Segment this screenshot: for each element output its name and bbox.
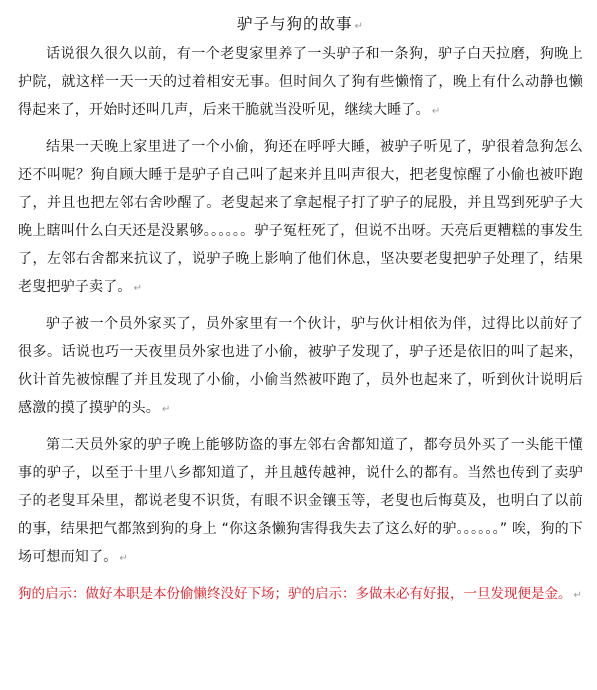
paragraph-2 (18, 133, 583, 303)
paragraph-mark-icon: ↵ (119, 553, 128, 564)
paragraph-1 (18, 40, 583, 126)
paragraph-4 (18, 431, 583, 573)
paragraph-text: 话说很久很久以前，有一个老叟家里养了一头驴子和一条狗，驴子白天拉磨，狗晚上护院，就这样一天一天的过着相安无事。但时间久了狗有些懒惰了，晚上有什么动静也懒得起来了，开始时还叫几声，后来干脆就当没听见，继续大睡了。 (18, 46, 583, 118)
paragraph-mark-icon: ↵ (133, 283, 143, 294)
paragraph-mark-icon: ↵ (354, 21, 364, 32)
document-page (0, 12, 597, 690)
paragraph-text: 第二天员外家的驴子晚上能够防盗的事左邻右舍都知道了，都夸员外买了一头能干懂事的驴子，以至于十里八乡都知道了，并且越传越神，说什么的都有。当然也传到了卖驴子的老叟耳朵里，都说老叟不识货，有眼不识金镶玉等，老叟也后悔莫及，也明白了以前的事，结果把气都煞到狗的身上 “你这条懒狗害得我失去了这么好的驴。。。。。。” 唉，狗的下场可想而知了。 (18, 437, 583, 565)
paragraph-text: 驴子被一个员外家买了，员外家里有一个伙计，驴与伙计相依为伴，过得比以前好了很多。话说也巧一天夜里员外家也进了小偷，被驴子发现了，驴子还是依旧的叫了起来，伙计首先被惊醒了并且发现了小偷，小偷当然被吓跑了，员外也起来了，听到伙计说明后感激的摸了摸驴的头。 (18, 316, 583, 416)
moral-text: 狗的启示：做好本职是本份偷懒终没好下场；驴的启示：多做未必有好报，一旦发现便是金。 (18, 586, 572, 602)
document-title (18, 12, 583, 34)
paragraph-text: 结果一天晚上家里进了一个小偷，狗还在呼呼大睡，被驴子听见了，驴很着急狗怎么还不叫呢？狗自顾大睡于是驴子自己叫了起来并且叫声很大，把老叟惊醒了小偷也被吓跑了，并且也把左邻右舍吵醒了。老叟起来了拿起棍子打了驴子的屁股，并且骂到死驴子大晚上瞎叫什么白天还是没累够。。。。。。驴子冤枉死了，但说不出呀。天亮后更糟糕的事发生了，左邻右舍都来抗议了，说驴子晚上影响了他们休息，坚决要老叟把驴子处理了，结果老叟把驴子卖了。 (18, 139, 583, 295)
paragraph-3 (18, 310, 583, 424)
paragraph-mark-icon: ↵ (431, 106, 441, 117)
title-text: 驴子与狗的故事 (237, 15, 353, 33)
paragraph-mark-icon: ↵ (573, 590, 582, 601)
moral-line (18, 580, 583, 610)
paragraph-mark-icon: ↵ (162, 404, 171, 415)
